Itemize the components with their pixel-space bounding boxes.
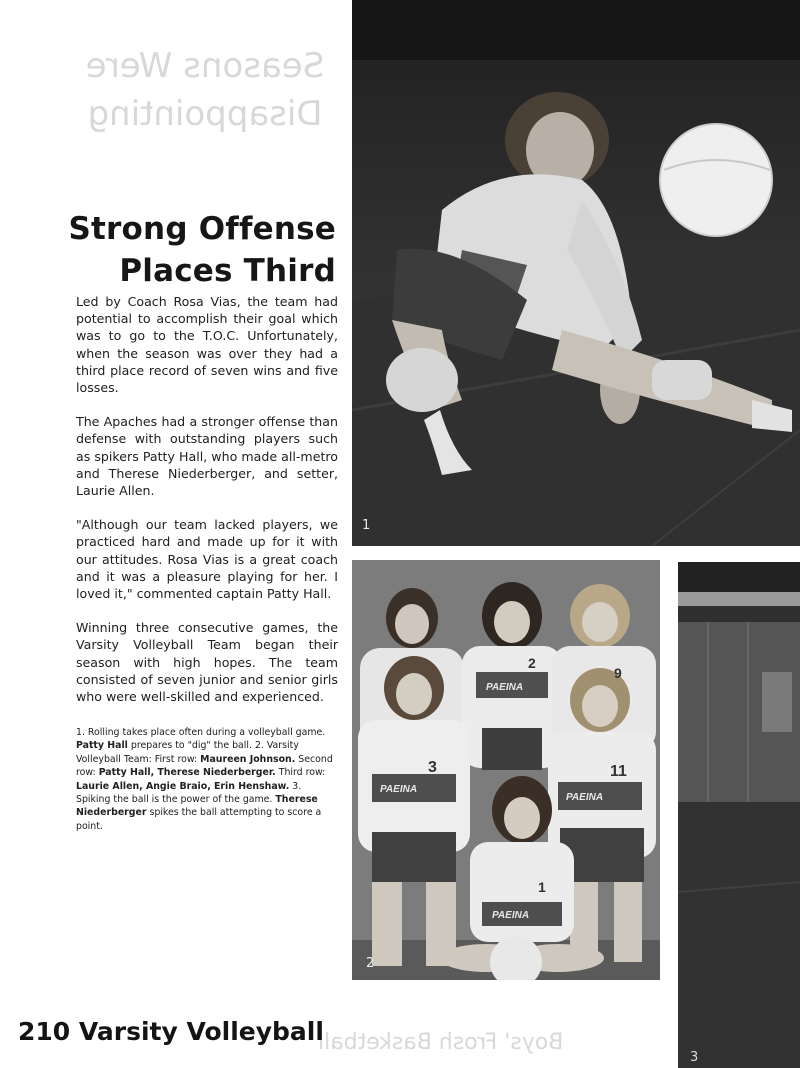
article-headline xyxy=(40,208,336,292)
bleed-through-footer: Boys' Frosh Basketball xyxy=(318,1030,564,1055)
photo-spike-illustration xyxy=(678,562,800,1068)
headline-line-2: Places Third xyxy=(119,253,336,289)
jersey-text: PAEINA xyxy=(486,682,524,693)
bleed-through-heading: Seasons Were Disappointing xyxy=(85,46,325,134)
photo-number: 3 xyxy=(690,1050,699,1065)
jersey-text: PAEINA xyxy=(566,792,604,803)
jersey-text: PAEINA xyxy=(380,784,418,795)
caption-text: Third row: xyxy=(275,767,326,779)
paragraph: "Although our team lacked players, we practiced hard and made up for it with our attitudes. Rosa Vias is a great coach and it was a pleasure playing for her. I loved it," commented captain Patty Hall. xyxy=(76,517,338,602)
paragraph: The Apaches had a stronger offense than defense with outstanding players such as spikers Patty Hall, who made all-metro and Therese Niederberger, and setter, Laurie Allen. xyxy=(76,414,338,499)
photo-team xyxy=(352,560,660,980)
caption-text: spikes the ball attempting to score a point. xyxy=(76,807,322,832)
caption-name: Patty Hall xyxy=(76,740,128,752)
photo-caption xyxy=(76,726,338,833)
page-footer xyxy=(18,1017,324,1046)
photo-number: 2 xyxy=(366,956,375,971)
photo-dig-illustration xyxy=(352,0,800,546)
photo-number: 1 xyxy=(362,518,371,533)
photo-dig xyxy=(352,0,800,546)
jersey-number: 11 xyxy=(610,763,627,780)
caption-name: Therese Niederberger xyxy=(76,794,318,819)
caption-name: Patty Hall, Therese Niederberger. xyxy=(98,767,276,779)
jersey-number: 9 xyxy=(614,665,622,681)
caption-text: 1. Rolling takes place often during a volleyball game. xyxy=(76,727,326,738)
caption-text: prepares to "dig" the ball. 2. Varsity Volleyball Team: First row: xyxy=(76,740,299,765)
headline-line-1: Strong Offense xyxy=(68,211,336,247)
page-number: 210 xyxy=(18,1017,71,1046)
section-title: Varsity Volleyball xyxy=(78,1017,324,1046)
photo-team-illustration xyxy=(352,560,660,980)
jersey-text: PAEINA xyxy=(492,910,530,921)
caption-text: Second row: xyxy=(76,753,333,779)
article-body xyxy=(76,293,338,722)
paragraph: Winning three consecutive games, the Varsity Volleyball Team began their season with high hopes. The team consisted of seven junior and senior girls who were well-skilled and experienced. xyxy=(76,620,338,705)
photo-spike xyxy=(678,562,800,1068)
caption-text: 3. Spiking the ball is the power of the game. xyxy=(76,780,302,806)
paragraph: Led by Coach Rosa Vias, the team had potential to accomplish their goal which was to go to the T.O.C. Unfortunately, when the season was over they had a third place record of seven wins and five losses. xyxy=(76,294,338,396)
jersey-number: 3 xyxy=(428,759,437,776)
jersey-number: 1 xyxy=(538,879,546,895)
jersey-number: 2 xyxy=(528,655,536,671)
caption-name: Laurie Allen, Angie Braio, Erin Henshaw. xyxy=(76,780,290,792)
caption-name: Maureen Johnson. xyxy=(200,753,296,765)
